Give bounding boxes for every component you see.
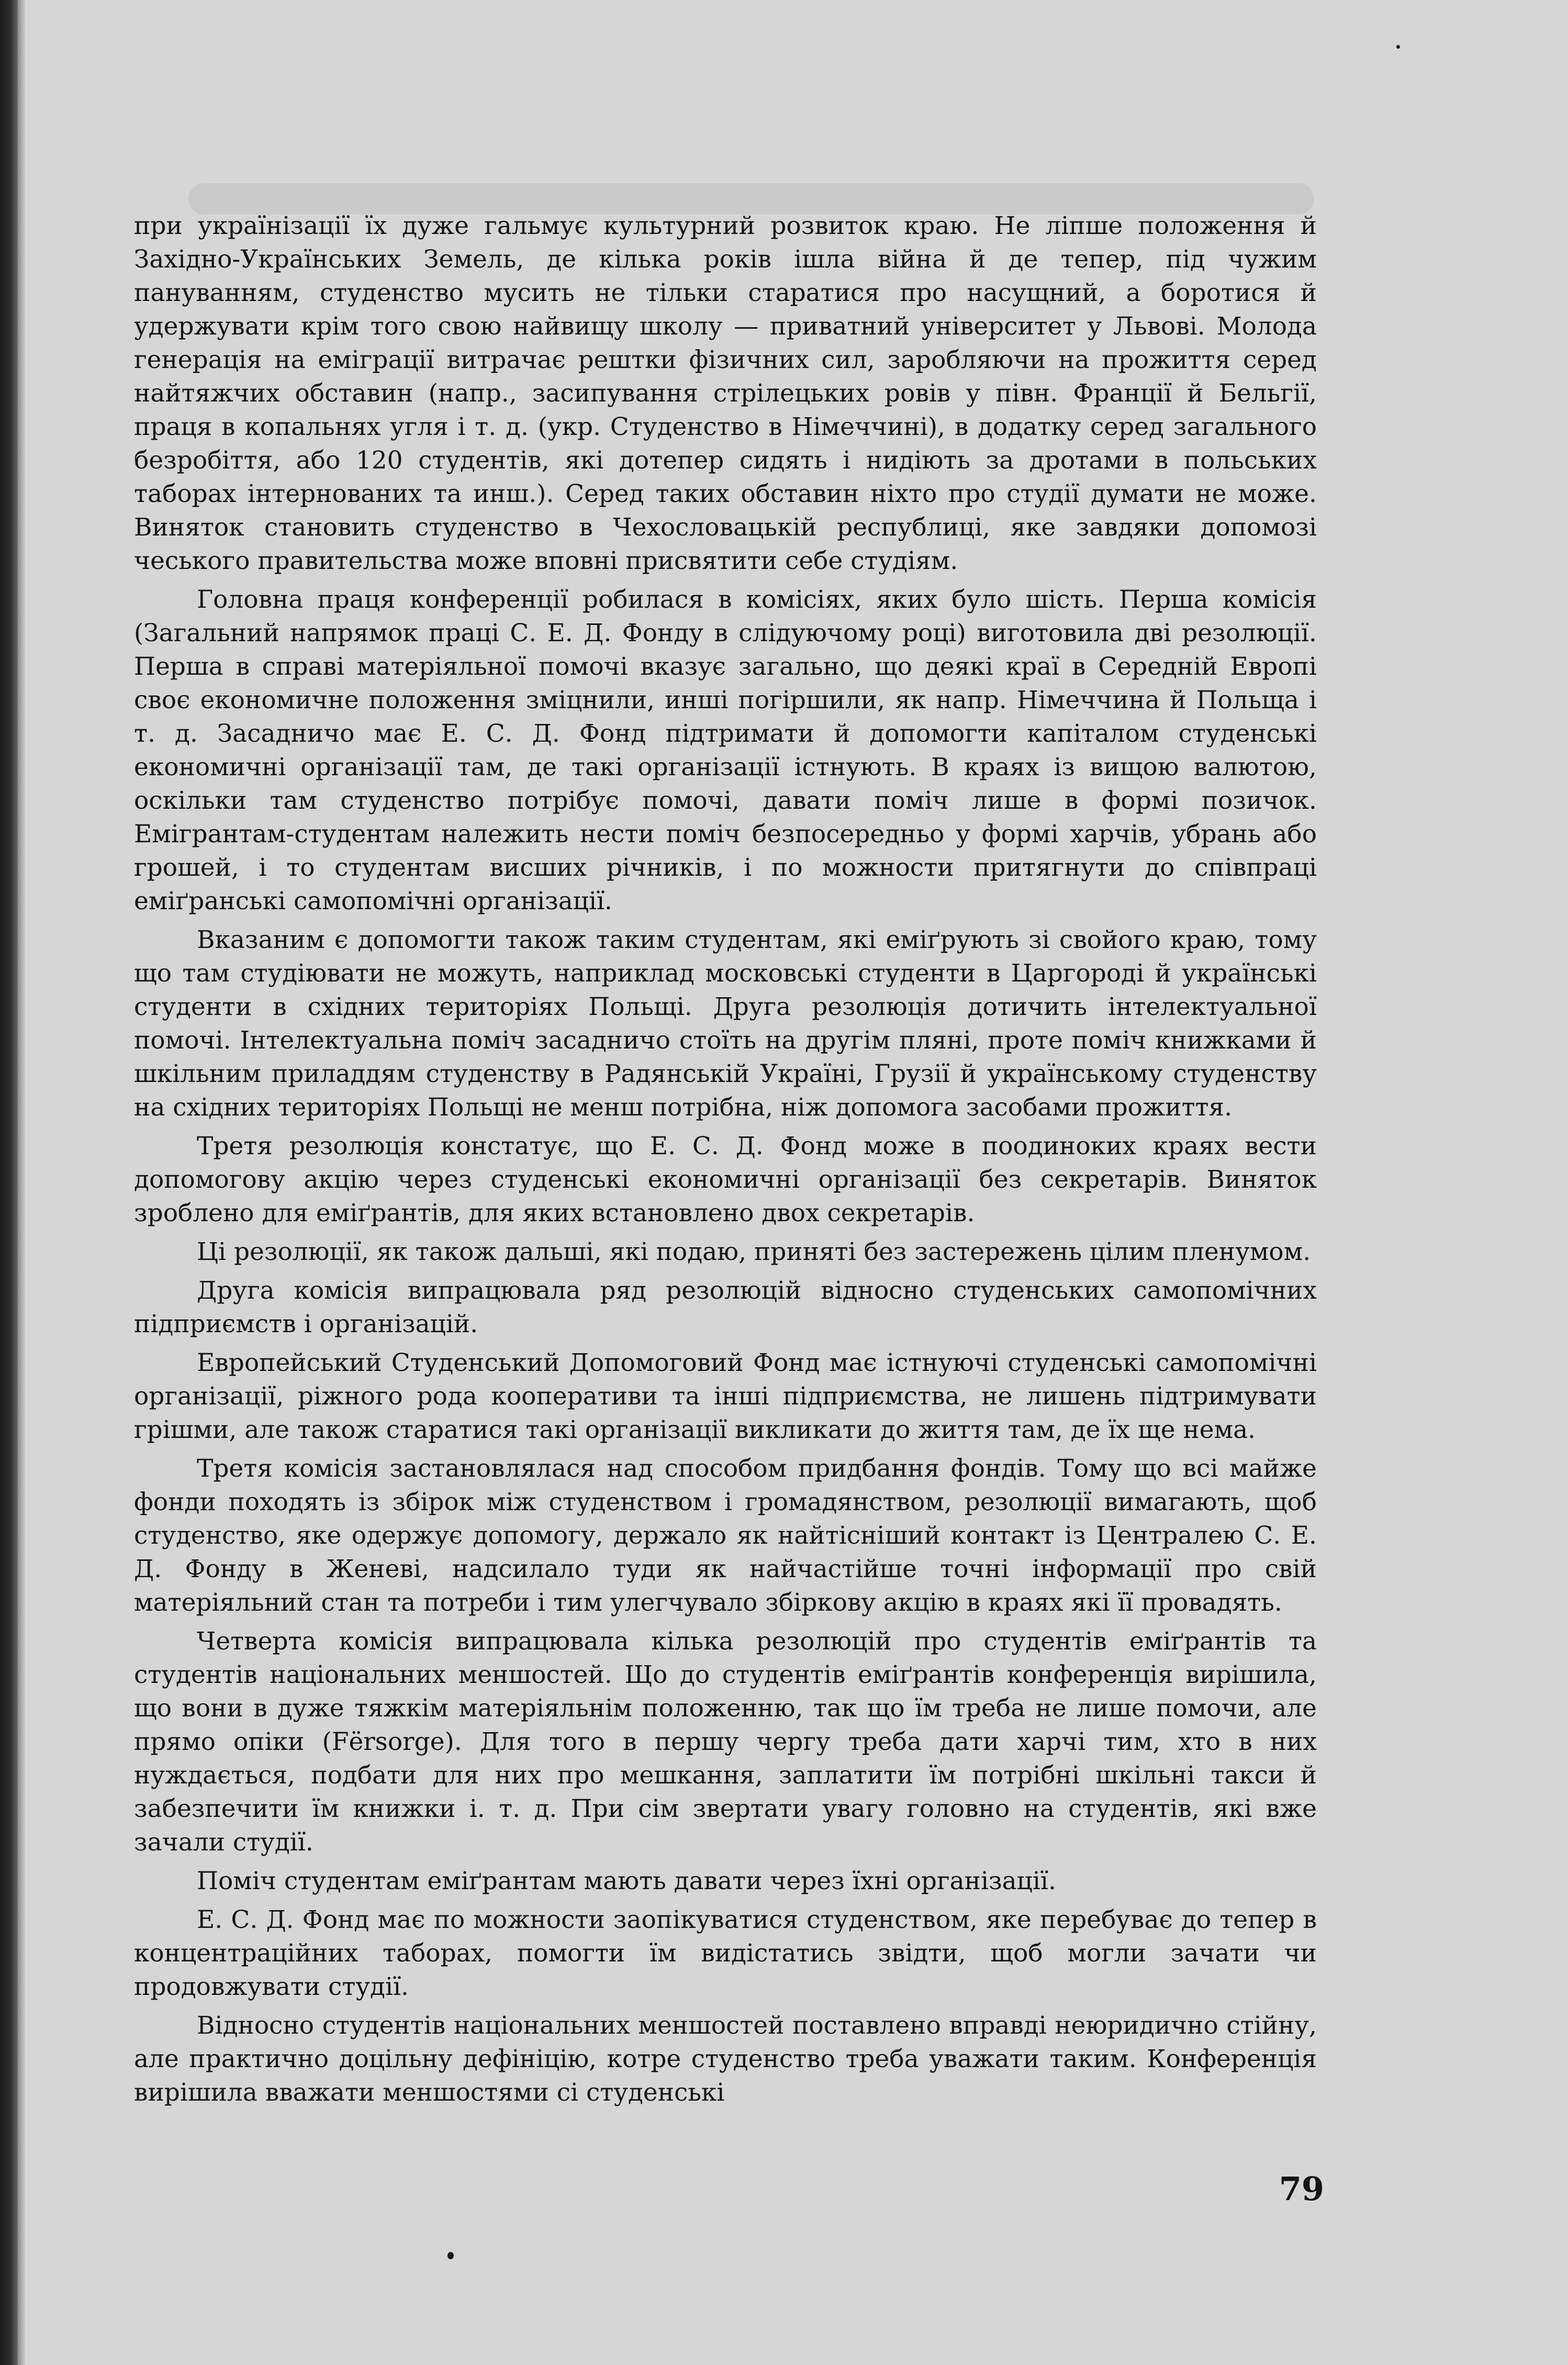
ink-speck (1396, 45, 1400, 49)
paragraph-4: Третя резолюція констатує, що Е. С. Д. Фонд може в поодиноких краях вести допомогову акцію через студенські економичні організації без секретарів. Виняток зроблено для еміґрантів, для яких встановлено двох секретарів. (134, 1132, 1317, 1228)
paragraph-11: Е. С. Д. Фонд має по можности заопікуватися студенством, яке перебуває до тепер в концентраційних таборах, помогти їм видістатись звідти, щоб могли зачати чи продовжувати студії. (134, 1905, 1317, 2001)
page-edge (18, 0, 25, 2365)
paragraph-10: Поміч студентам еміґрантам мають давати через їхні організації. (197, 1867, 1056, 1895)
paragraph-12: Відносно студентів національних меншостей поставлено вправді неюридично стійну, але практично доцільну дефініцію, котре студенство треба уважати таким. Конференція вирішила вважати меншостями сі студенські (134, 2011, 1317, 2107)
ink-speck (447, 2252, 454, 2259)
paragraph-3: Вказаним є допомогти також таким студентам, які еміґрують зі свойого краю, тому що там студіювати не можуть, наприклад московські студенти в Царгороді й українські студенти в східних територіях Польщі. Друга резолюція дотичить інтелектуальної помочі. Інтелектуальна поміч засадничо стоїть на другім пляні, проте поміч книжками й шкільним приладдям студенству в Радянській Україні, Грузії й українському студенству на східних територіях Польщі не менш потрібна, ніж допомога засобами прожиття. (134, 925, 1317, 1122)
body-text (134, 209, 1317, 2115)
paragraph-7: Европейський Студенський Допомоговий Фонд має істнуючі студенські самопомічні організації, ріжного рода кооперативи та інші підприємства, не лишень підтримувати грішми, але також старатися такі організації викликати до життя там, де їх ще нема. (134, 1348, 1317, 1444)
paragraph-9: Четверта комісія випрацювала кілька резолюцій про студентів еміґрантів та студентів національних меншостей. Що до студентів еміґрантів конференція вирішила, що вони в дуже тяжкім матеріяльнім положенню, так що їм треба не лише помочи, але прямо опіки (Fёrsorge). Для того в першу чергу треба дати харчі тим, хто в них нуждається, подбати для них про мешкання, заплатити їм потрібні шкільні такси й забезпечити їм книжки і. т. д. При сім звертати увагу головно на студентів, які вже зачали студії. (134, 1627, 1317, 1857)
paragraph-5: Ці резолюції, як також дальші, які подаю, приняті без застережень цілим пленумом. (197, 1237, 1311, 1266)
paragraph-8: Третя комісія застановлялася над способом придбання фондів. Тому що всі майже фонди походять із збірок між студенством і громадянством, резолюції вимагають, щоб студенство, яке одержує допомогу, держало як найтісніший контакт із Централею С. Е. Д. Фонду в Женеві, надсилало туди як найчастійше точні інформації про свій матеріяльний стан та потреби і тим улегчувало збіркову акцію в краях які її провадять. (134, 1454, 1317, 1617)
book-spine-shadow (0, 0, 18, 2365)
paragraph-2: Головна праця конференції робилася в комісіях, яких було шість. Перша комісія (Загальний напрямок праці С. Е. Д. Фонду в слідуючому році) виготовила дві резолюції. Перша в справі матеріяльної помочі вказує загально, що деякі краї в Середній Европі своє економичне положення зміцнили, инші погіршили, як напр. Німеччина й Польща і т. д. Засадничо має Е. С. Д. Фонд підтримати й допомогти капіталом студенські економичні організації там, де такі організації істнують. В краях із вищою валютою, оскільки там студенство потрібує помочі, давати поміч лише в формі позичок. Емігрантам-студентам належить нести поміч безпосередньо у формі харчів, убрань або грошей, і то студентам висших річників, і по можности притягнути до співпраці еміґранські самопомічні організації. (134, 585, 1317, 916)
paragraph-1: при українізації їх дуже гальмує культурний розвиток краю. Не ліпше положення й Західно-Українських Земель, де кілька років ішла війна й де тепер, під чужим пануванням, студенство мусить не тільки старатися про насущний, а боротися й удержувати крім того свою найвищу школу — приватний університет у Львові. Молода генерація на еміграції витрачає рештки фізичних сил, заробляючи на прожиття серед найтяжчих обставин (напр., засипування стрілецьких ровів у півн. Франції й Бельгії, праця в копальнях угля і т. д. (укр. Студенство в Німеччині), в додатку серед загального безробіття, або 120 студентів, які дотепер сидять і нидіють за дротами в польських таборах інтернованих та инш.). Серед таких обставин ніхто про студії думати не може. Виняток становить студенство в Чехословацькій республиці, яке завдяки допомозі чеського правительства може вповні присвятити себе студіям. (134, 211, 1317, 575)
page-number: 79 (1279, 2170, 1324, 2208)
paragraph-6: Друга комісія випрацювала ряд резолюцій відносно студенських самопомічних підприємств і організацій. (134, 1276, 1317, 1338)
